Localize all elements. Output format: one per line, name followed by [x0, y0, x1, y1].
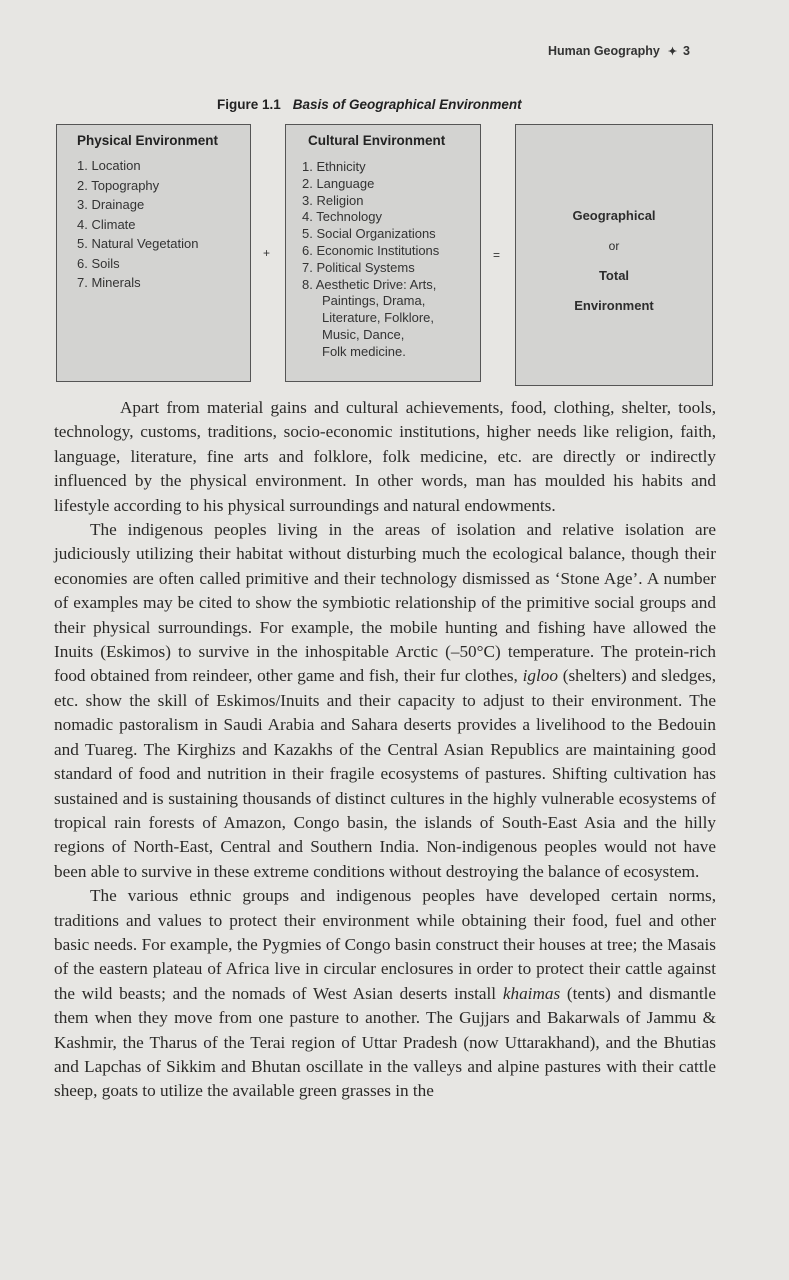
italic-term-igloo: igloo — [522, 666, 558, 686]
list-item: 7. Minerals — [77, 275, 141, 290]
list-item: 1. Location — [77, 158, 141, 173]
diamond-icon: ✦ — [667, 46, 678, 58]
cultural-list — [302, 159, 439, 361]
list-item: 4. Technology — [302, 209, 382, 225]
physical-heading: Physical Environment — [77, 133, 219, 148]
list-item: Music, Dance, — [322, 326, 405, 342]
paragraph-2-text-a: The indigenous peoples living in the areas of isolation and relative isolation are judiciously utilizing their habitat without disturbing much the ecological balance, though their economies are often called primitive and their technology dismissed as ‘Stone Age’. A number of examples may be cited to show the symbiotic relationship of the primitive social groups and their physical surroundings. For example, the mobile hunting and fishing have allowed the Inuits (Eskimos) to survive in the inhospitable Arctic (–50°C) temperature. The protein-rich food obtained from reindeer, other game and fish, their fur clothes, — [54, 520, 716, 686]
list-item: 8. Aesthetic Drive: Arts, — [302, 276, 437, 292]
physical-environment-box — [56, 124, 251, 382]
list-item: 4. Climate — [77, 216, 136, 232]
list-item: 1. Ethnicity — [302, 159, 366, 174]
paragraph-2-text-b: (shelters) and sledges, etc. show the skill of Eskimos/Inuits and their capacity to adjust to their environment. The nomadic pastoralism in Saudi Arabia and Sahara deserts provides a livelihood to the Bedouin and Tuareg. The Kirghizs and Kazakhs of the Central Asian Republics are maintaining good standard of food and nutrition in their fragile ecosystems of pastures. Shifting cultivation has sustained and is sustaining thousands of distinct cultures in the highly vulnerable ecosystems of tropical rain forests of Amazon, Congo basin, the islands of South-East Asia and the hilly regions of North-East, Central and Southern India. Non-indigenous peoples would not have been able to survive in these extreme conditions without destroying the balance of ecosystem. — [54, 666, 716, 881]
total-line-environment: Environment — [574, 298, 654, 313]
figure-title — [217, 97, 522, 112]
total-line-or: or — [608, 239, 620, 253]
physical-list — [77, 156, 198, 293]
list-item: 5. Natural Vegetation — [77, 236, 199, 251]
list-item: 5. Social Organizations — [302, 226, 436, 242]
list-item: 7. Political Systems — [302, 259, 415, 275]
paragraph-3 — [54, 884, 716, 1104]
equals-sign: = — [493, 248, 501, 262]
total-line-total: Total — [598, 268, 630, 283]
page-number: 3 — [683, 44, 690, 58]
paragraph-3-text-b: (tents) and dismantle them when they move from one pasture to another. The Gujjars and Bakarwals of Jammu & Kashmir, the Tharus of the Terai region of Uttar Pradesh (now Uttarakhand), and the Bhutias and Lapchas of Sikkim and Bhutan oscillate in the valleys and alpine pastures with their cattle sheep, goats to utilize the available green grasses in the — [54, 983, 716, 1101]
list-item: 6. Soils — [77, 255, 120, 271]
italic-term-khaimas: khaimas — [502, 983, 561, 1003]
list-item: 2. Language — [302, 175, 375, 191]
list-item: Paintings, Drama, — [322, 293, 426, 309]
plus-sign: + — [263, 246, 271, 260]
paragraph-3-text-a: The various ethnic groups and indigenous peoples have developed certain norms, traditions and values to protect their environment while obtaining their food, fuel and other basic needs. For example, the Pygmies of Congo basin construct their houses at tree; the Masais of the eastern plateau of Africa live in circular enclosures in order to protect their cattle against the wild beasts; and the nomads of West Asian deserts install — [54, 886, 716, 1003]
list-item: 3. Religion — [302, 192, 364, 208]
list-item: 2. Topography — [77, 177, 160, 193]
body-text — [54, 396, 716, 1104]
running-title: Human Geography — [548, 44, 660, 58]
list-item: Folk medicine. — [322, 343, 406, 359]
cultural-environment-box — [285, 124, 481, 382]
list-item: Literature, Folklore, — [322, 310, 434, 326]
running-header — [548, 44, 690, 58]
list-item: 6. Economic Institutions — [302, 242, 440, 258]
paragraph-1: Apart from material gains and cultural achievements, food, clothing, shelter, tools, technology, customs, traditions, socio-economic institutions, higher needs like religion, faith, language, literature, fine arts and folklore, folk medicine, etc. are directly or indirectly influenced by the physical environment. In other words, man has moulded his habits and lifestyle according to his physical surroundings and natural endowments. — [54, 398, 716, 515]
total-line-geographical: Geographical — [572, 208, 656, 223]
figure-label: Figure 1.1 — [217, 97, 281, 112]
cultural-heading: Cultural Environment — [308, 133, 446, 148]
total-environment-box — [515, 124, 713, 386]
paragraph-2 — [54, 518, 716, 884]
list-item: 3. Drainage — [77, 197, 145, 212]
figure-caption: Basis of Geographical Environment — [292, 97, 522, 112]
